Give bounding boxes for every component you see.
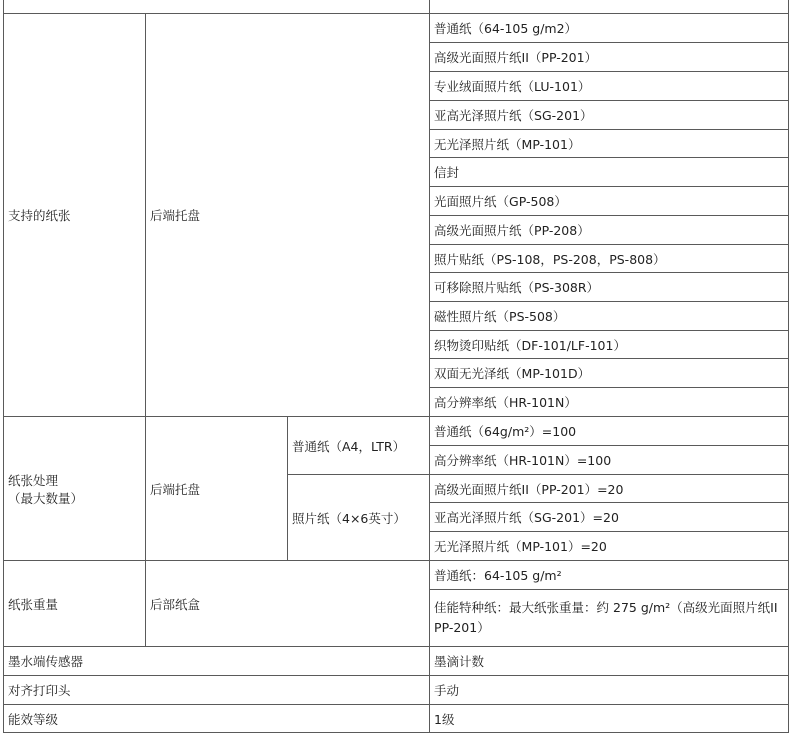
spec-value: 墨滴计数 <box>430 647 789 676</box>
spec-table <box>3 0 789 733</box>
table-row <box>4 417 789 446</box>
category-paper-weight: 纸张重量 <box>4 561 146 647</box>
photo-paper-label: 照片纸（4×6英寸） <box>288 475 430 561</box>
category-line: （最大数量） <box>8 490 84 506</box>
capacity-item: 无光泽照片纸（MP-101）=20 <box>430 532 789 561</box>
paper-item: 高级光面照片纸II（PP-201） <box>430 43 789 72</box>
paper-item: 亚高光泽照片纸（SG-201） <box>430 101 789 130</box>
table-row <box>4 705 789 733</box>
weight-item: 普通纸：64-105 g/m² <box>430 561 789 590</box>
table-row <box>4 14 789 43</box>
paper-item: 专业绒面照片纸（LU-101） <box>430 72 789 101</box>
empty-cell <box>4 0 430 14</box>
category-paper-handling <box>4 417 146 561</box>
table-row <box>4 561 789 590</box>
capacity-item: 亚高光泽照片纸（SG-201）=20 <box>430 503 789 532</box>
weight-item: 佳能特种纸：最大纸张重量：约 275 g/m²（高级光面照片纸II PP-201） <box>430 590 789 647</box>
paper-item: 无光泽照片纸（MP-101） <box>430 130 789 158</box>
spec-label: 能效等级 <box>4 705 430 733</box>
paper-item: 高分辨率纸（HR-101N） <box>430 388 789 417</box>
source-rear-cassette: 后部纸盒 <box>146 561 430 647</box>
paper-item: 普通纸（64-105 g/m2） <box>430 14 789 43</box>
plain-paper-label: 普通纸（A4，LTR） <box>288 417 430 475</box>
source-rear-tray: 后端托盘 <box>146 417 288 561</box>
paper-item: 双面无光泽纸（MP-101D） <box>430 359 789 388</box>
spec-label: 墨水端传感器 <box>4 647 430 676</box>
spec-value: 手动 <box>430 676 789 705</box>
paper-item: 信封 <box>430 158 789 187</box>
empty-cell <box>430 0 789 14</box>
paper-item: 磁性照片纸（PS-508） <box>430 302 789 331</box>
table-row <box>4 647 789 676</box>
category-supported-paper: 支持的纸张 <box>4 14 146 417</box>
table-row <box>4 676 789 705</box>
paper-item: 可移除照片贴纸（PS-308R） <box>430 273 789 302</box>
paper-item: 光面照片纸（GP-508） <box>430 187 789 216</box>
capacity-item: 普通纸（64g/m²）=100 <box>430 417 789 446</box>
table-row <box>4 0 789 14</box>
spec-value: 1级 <box>430 705 789 733</box>
paper-item: 高级光面照片纸（PP-208） <box>430 216 789 245</box>
spec-label: 对齐打印头 <box>4 676 430 705</box>
source-rear-tray: 后端托盘 <box>146 14 430 417</box>
category-line: 纸张处理 <box>8 472 59 488</box>
capacity-item: 高分辨率纸（HR-101N）=100 <box>430 446 789 475</box>
paper-item: 织物烫印贴纸（DF-101/LF-101） <box>430 331 789 359</box>
capacity-item: 高级光面照片纸II（PP-201）=20 <box>430 475 789 503</box>
paper-item: 照片贴纸（PS-108，PS-208，PS-808） <box>430 245 789 273</box>
